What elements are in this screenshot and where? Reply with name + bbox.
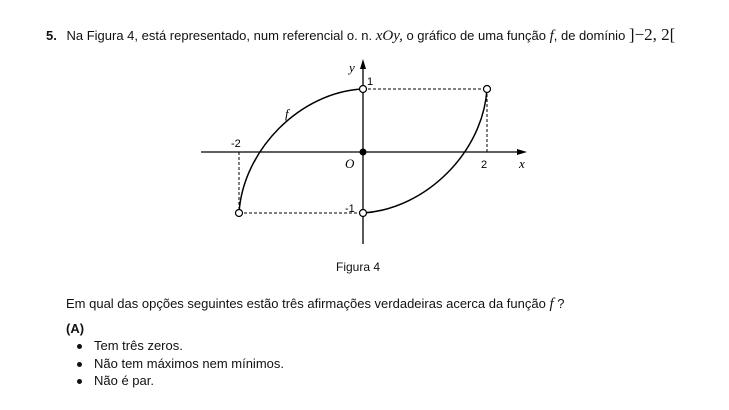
figure-caption: Figura 4 bbox=[336, 260, 381, 274]
function-name: f bbox=[549, 28, 554, 44]
x-axis-arrow bbox=[517, 149, 527, 155]
prompt-text: Em qual das opções seguintes estão três afirmações verdadeiras acerca da função bbox=[66, 296, 546, 311]
option-list bbox=[74, 337, 284, 390]
domain-interval: ]−2, 2[ bbox=[628, 25, 676, 44]
curve-left-branch bbox=[239, 89, 363, 213]
question-prompt bbox=[66, 296, 564, 313]
list-item: Não é par. bbox=[74, 372, 284, 390]
closed-point-origin bbox=[360, 149, 367, 156]
list-item: Tem três zeros. bbox=[74, 337, 284, 355]
prompt-end: ? bbox=[557, 296, 565, 311]
curve-label: f bbox=[285, 106, 289, 121]
open-point-bottom bbox=[360, 210, 367, 217]
y-axis-arrow bbox=[360, 59, 366, 69]
y-axis-label: y bbox=[349, 60, 355, 75]
origin-label: O bbox=[345, 156, 355, 171]
tick-label-pos2: 2 bbox=[481, 159, 488, 171]
tick-label-neg1: -1 bbox=[345, 203, 355, 215]
tick-label-neg2: -2 bbox=[231, 138, 241, 150]
axes-name: xOy, bbox=[375, 28, 403, 44]
question-mid: o gráfico de uma função bbox=[406, 28, 546, 43]
curve-right-branch bbox=[363, 89, 487, 213]
open-point-left bbox=[236, 210, 243, 217]
open-point-top bbox=[360, 86, 367, 93]
option-label: (A) bbox=[66, 321, 85, 336]
list-item: Não tem máximos nem mínimos. bbox=[74, 355, 284, 373]
tick-label-pos1: 1 bbox=[367, 76, 374, 88]
prompt-function-name: f bbox=[549, 296, 554, 312]
question-intro: Na Figura 4, está representado, num referencial o. n. bbox=[66, 28, 373, 43]
open-point-right bbox=[484, 86, 491, 93]
domain-text: , de domínio bbox=[553, 28, 626, 43]
question-number: 5. bbox=[46, 28, 57, 43]
x-axis-label: x bbox=[519, 156, 525, 171]
